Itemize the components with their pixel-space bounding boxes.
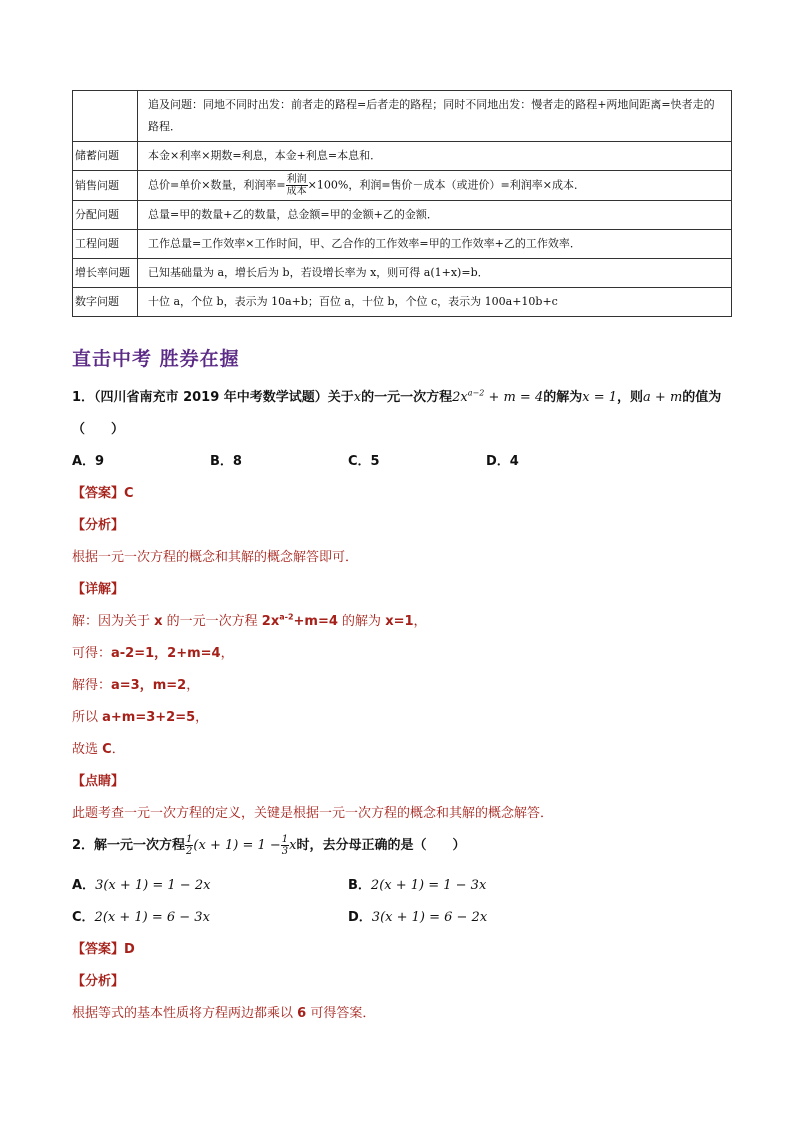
detail-text: 的解为 [337, 614, 386, 629]
table-description-cell: 工作总量=工作效率×工作时间，甲、乙合作的工作效率=甲的工作效率+乙的工作效率． [138, 230, 732, 259]
q1-detail-label: 【详解】 [72, 582, 125, 597]
analysis-number: 6 [297, 1006, 307, 1021]
formula-summary-table [72, 90, 732, 317]
q2-stem-post: 时，去分母正确的是（ ） [296, 838, 466, 853]
q1-expression: a + m [643, 390, 683, 405]
table-category-cell: 销售问题 [73, 171, 138, 201]
option-label: B． [348, 878, 371, 893]
answer-value: C [124, 486, 134, 501]
table-row [73, 288, 732, 317]
table-description-cell: 已知基础量为 a，增长后为 b，若设增长率为 x，则可得 a(1+x)=b． [138, 259, 732, 288]
fraction-numerator: 1 [186, 834, 193, 845]
table-description-cell: 追及问题：同地不同时出发：前者走的路程=后者走的路程；同时不同地出发：慢者走的路程+两地间距离=快者走的路程． [138, 91, 732, 142]
q1-option-d[interactable]: D．4 [486, 454, 519, 469]
q1-var-x: x [353, 390, 362, 405]
q2-fraction-third [281, 834, 289, 857]
fraction-numerator: 利润 [286, 174, 307, 185]
sales-formula-pre: 总价=单价×数量，利润率= [148, 178, 286, 192]
sales-formula-post: ×100%，利润=售价－成本（或进价）=利润率×成本． [307, 178, 585, 192]
q1-eq-tail: + m = 4 [484, 390, 544, 405]
q1-equation [452, 390, 543, 405]
fraction-denominator: 成本 [286, 186, 307, 197]
q1-stem-mid: 的一元一次方程 [361, 390, 453, 405]
option-label: D． [348, 910, 372, 925]
q1-detail-line-2 [72, 642, 234, 661]
detail-text: 故选 [72, 742, 103, 757]
q2-option-d[interactable] [348, 906, 487, 925]
table-row [73, 91, 732, 142]
table-category-cell: 储蓄问题 [73, 142, 138, 171]
table-description-cell: 总量=甲的数量+乙的数量，总金额=甲的金额+乙的金额． [138, 201, 732, 230]
q1-detail-line-3 [72, 674, 199, 693]
table-row [73, 259, 732, 288]
q2-eq-tail: x [289, 838, 297, 853]
table-row [73, 142, 732, 171]
q2-answer [72, 938, 135, 957]
detail-text: ， [186, 678, 200, 693]
detail-math: C [102, 742, 112, 757]
detail-eq-exponent: a-2 [279, 612, 294, 622]
option-equation: 2(x + 1) = 1 − 3x [370, 878, 487, 893]
q2-analysis-label: 【分析】 [72, 974, 125, 989]
profit-rate-fraction [286, 174, 308, 197]
option-label: C． [72, 910, 95, 925]
answer-label: 【答案】 [72, 486, 125, 501]
detail-eq-base: 2x [261, 614, 280, 629]
q2-stem-pre: 2．解一元一次方程 [72, 838, 186, 853]
q2-eq-mid: (x + 1) = 1 − [193, 838, 281, 853]
detail-math: a+m=3+2=5 [102, 710, 196, 725]
analysis-text: 根据等式的基本性质将方程两边都乘以 [72, 1006, 298, 1021]
q1-eq-exponent: a−2 [467, 388, 485, 398]
fraction-denominator: 3 [281, 846, 289, 857]
table-description-cell [138, 171, 732, 201]
q1-stem [72, 386, 721, 405]
table-row [73, 230, 732, 259]
fraction-denominator: 2 [186, 846, 193, 857]
table-category-cell: 数字问题 [73, 288, 138, 317]
option-equation: 3(x + 1) = 6 − 2x [371, 910, 488, 925]
q1-option-a[interactable]: A．9 [72, 454, 105, 469]
table-row [73, 201, 732, 230]
q2-analysis [72, 1002, 375, 1021]
q1-stem-post: 的值为 [682, 390, 722, 405]
analysis-text: 可得答案． [306, 1006, 376, 1021]
option-equation: 3(x + 1) = 1 − 2x [95, 878, 211, 893]
q1-detail-line-5 [72, 738, 125, 757]
q2-option-b[interactable] [348, 874, 486, 893]
detail-equation [262, 614, 338, 629]
fraction-numerator: 1 [281, 834, 289, 845]
detail-math: x [154, 614, 163, 629]
detail-text: ， [220, 646, 234, 661]
table-category-cell: 增长率问题 [73, 259, 138, 288]
q1-comment-label: 【点睛】 [72, 774, 125, 789]
detail-text: ， [413, 614, 427, 629]
table-category-cell [73, 91, 138, 142]
detail-text: ， [195, 710, 209, 725]
q1-paren: （ ） [72, 422, 125, 437]
option-equation: 2(x + 1) = 6 − 3x [94, 910, 210, 925]
table-description-cell: 本金×利率×期数=利息，本金+利息=本息和． [138, 142, 732, 171]
q1-detail-line-4 [72, 706, 208, 725]
detail-text: ． [111, 742, 125, 757]
q1-detail-line-1 [72, 610, 427, 629]
q1-analysis: 根据一元一次方程的概念和其解的概念解答即可． [72, 550, 359, 565]
detail-text: 的一元一次方程 [162, 614, 262, 629]
option-label: A． [72, 878, 96, 893]
q1-answer [72, 482, 134, 501]
table-category-cell: 分配问题 [73, 201, 138, 230]
detail-eq-tail: +m=4 [293, 614, 338, 629]
detail-text: 解得： [72, 678, 112, 693]
q1-stem-pre: 1．（四川省南充市 2019 年中考数学试题）关于 [72, 390, 354, 405]
section-title: 直击中考 胜券在握 [72, 348, 240, 370]
detail-text: 可得： [72, 646, 112, 661]
q1-solution: x = 1 [582, 390, 618, 405]
answer-label: 【答案】 [72, 942, 125, 957]
detail-text: 解：因为关于 [72, 614, 155, 629]
q1-option-c[interactable]: C．5 [348, 454, 380, 469]
q1-analysis-label: 【分析】 [72, 518, 125, 533]
detail-text: 所以 [72, 710, 103, 725]
q1-stem-mid2: 的解为 [543, 390, 583, 405]
table-category-cell: 工程问题 [73, 230, 138, 259]
q1-stem-mid3: ，则 [617, 390, 644, 405]
q1-option-b[interactable]: B．8 [210, 454, 242, 469]
q2-option-c[interactable] [72, 906, 210, 925]
table-row [73, 171, 732, 201]
q2-stem [72, 834, 466, 857]
answer-value: D [124, 942, 135, 957]
q2-option-a[interactable] [72, 874, 210, 893]
table-description-cell: 十位 a，个位 b，表示为 10a+b；百位 a，十位 b，个位 c，表示为 100a+10b+c [138, 288, 732, 317]
detail-math: a=3，m=2 [111, 678, 187, 693]
q1-comment: 此题考查一元一次方程的定义，关键是根据一元一次方程的概念和其解的概念解答． [72, 806, 554, 821]
detail-math: a-2=1，2+m=4 [111, 646, 221, 661]
q1-eq-base: 2x [452, 390, 468, 405]
detail-math: x=1 [385, 614, 414, 629]
